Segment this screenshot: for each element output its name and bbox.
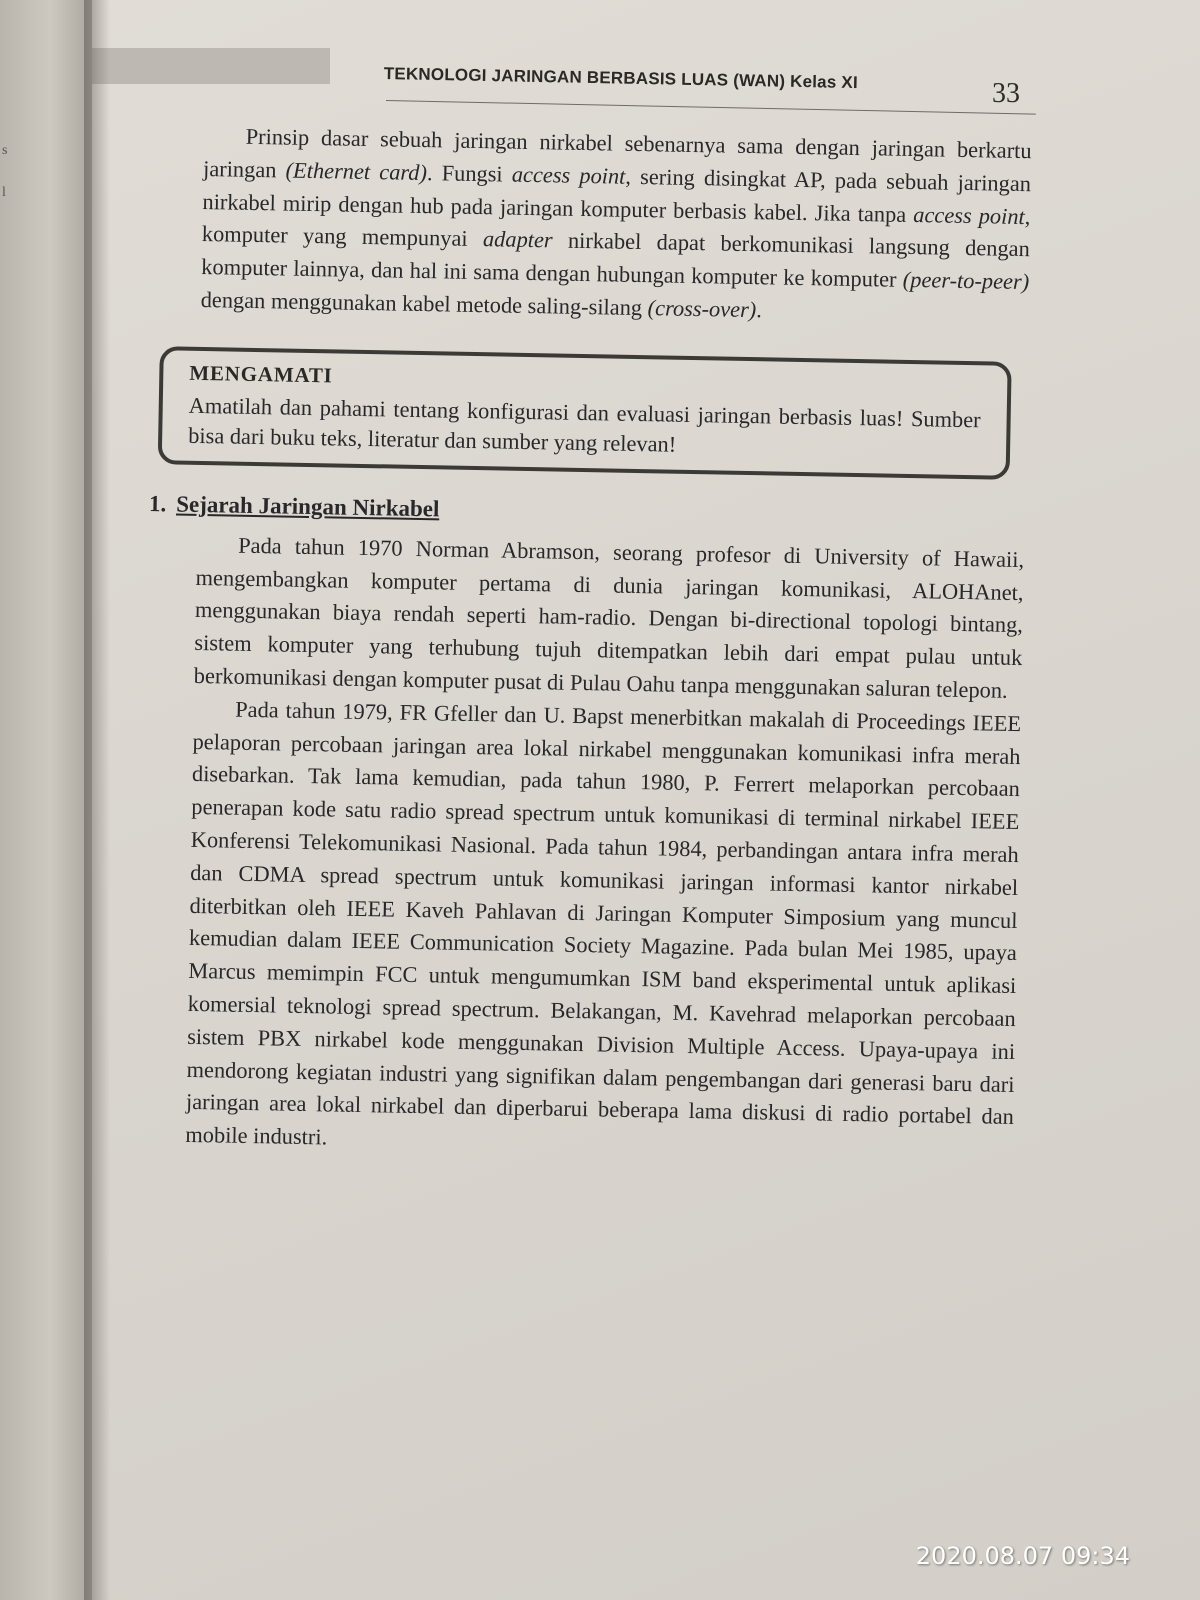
intro-text-run: . Fungsi	[426, 159, 513, 187]
facing-page-edge	[0, 0, 92, 1600]
intro-paragraph	[200, 120, 1031, 332]
activity-box	[158, 346, 1012, 480]
intro-italic-term: access point	[913, 201, 1026, 229]
facing-page-marks	[2, 130, 7, 214]
book-page	[92, 0, 1200, 1600]
intro-text-run: .	[756, 297, 763, 323]
header-rule	[386, 100, 1036, 115]
text-column	[148, 120, 1032, 1167]
header-tab-band	[92, 48, 330, 84]
photo-timestamp: 2020.08.07 09:34	[915, 1542, 1130, 1570]
book-gutter-shadow	[84, 0, 110, 1600]
section-heading	[149, 488, 1025, 536]
intro-italic-term: (cross-over)	[647, 295, 757, 323]
intro-text-run: , komputer yang mempunyai	[201, 203, 1031, 252]
intro-text-run: nirkabel dapat berkomunikasi langsung dengan komputer lainnya, dan hal ini sama dengan hubungan komputer ke komputer	[201, 227, 1031, 293]
section-paragraph: Pada tahun 1979, FR Gfeller dan U. Bapst menerbitkan makalah di Proceedings IEEE pelaporan percobaan jaringan area lokal nirkabel menggunakan komunikasi infra merah disebarkan. Tak lama kemudian, pada tahun 1980, P. Ferrert melaporkan percobaan penerapan kode satu radio spread spectrum untuk komunikasi di terminal nirkabel IEEE Konferensi Telekomunikasi Nasional. Pada tahun 1984, perbandingan antara infra merah dan CDMA spread spectrum untuk komunikasi jaringan informasi kantor nirkabel diterbitkan oleh IEEE Kaveh Pahlavan di Jaringan Komputer Simposium yang muncul kemudian dalam IEEE Communication Society Magazine. Pada bulan Mei 1985, upaya Marcus memimpin FCC untuk mengumumkan ISM band eksperimental untuk aplikasi komersial teknologi spread spectrum. Belakangan, M. Kavehrad melaporkan percobaan sistem PBX nirkabel kode menggunakan Division Multiple Access. Upaya-upaya ini mendorong kegiatan industri yang signifikan dalam pengembangan dari generasi baru dari jaringan area lokal nirkabel dan diperbarui beberapa lama diskusi di radio portabel dan mobile industri.	[185, 696, 1022, 1150]
page-number: 33	[992, 78, 1020, 109]
facing-page-mark: l	[2, 185, 6, 200]
section-body	[185, 529, 1024, 1167]
intro-italic-term: access point	[511, 161, 626, 189]
intro-italic-term: (Ethernet card)	[285, 157, 428, 185]
intro-text-run: , sering disingkat AP, pada sebuah jaringan nirkabel mirip dengan hub pada jaringan komputer berbasis kabel. Jika tanpa	[202, 163, 1032, 227]
intro-italic-term: (peer-to-peer)	[902, 267, 1030, 295]
intro-italic-term: adapter	[482, 226, 553, 253]
section-number: 1.	[148, 490, 167, 517]
section-title: Sejarah Jaringan Nirkabel	[175, 491, 440, 522]
facing-page-mark: s	[2, 143, 8, 158]
section-paragraph: Pada tahun 1970 Norman Abramson, seorang profesor di University of Hawaii, mengembangkan komputer pertama di dunia jaringan komunikasi, ALOHAnet, menggunakan biaya rendah seperti ham-radio. Dengan bi-directional topologi bintang, sistem komputer yang terhubung tujuh ditempatkan lebih dari empat pulau untuk berkomunikasi dengan komputer pusat di Pulau Oahu tanpa menggunakan saluran telepon.	[193, 532, 1025, 703]
running-header-title: TEKNOLOGI JARINGAN BERBASIS LUAS (WAN) Kelas XI	[383, 64, 859, 93]
activity-box-title: MENGAMATI	[189, 360, 333, 388]
intro-text-run: Prinsip dasar sebuah jaringan nirkabel sebenarnya sama dengan jaringan berkartu jaringan	[202, 123, 1032, 183]
intro-text-run: dengan menggunakan kabel metode saling-silang	[200, 286, 648, 321]
activity-box-text: Amatilah dan pahami tentang konfigurasi dan evaluasi jaringan berbasis luas! Sumber bisa dari buku teks, literatur dan sumber yang relevan!	[187, 392, 981, 457]
